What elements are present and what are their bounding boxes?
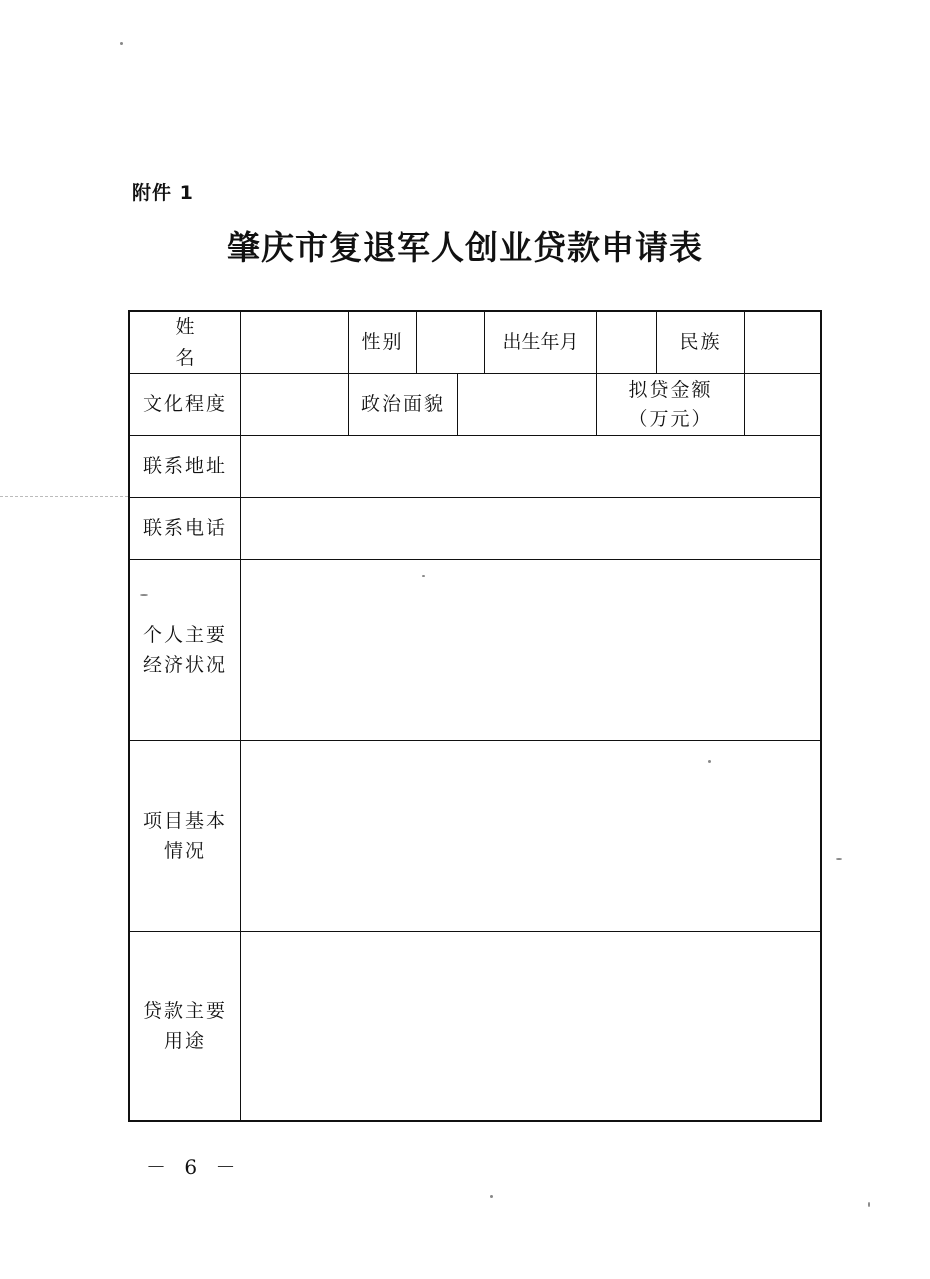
project-info-label-line2: 情况 [163, 840, 206, 862]
name-label: 姓 名 [175, 316, 262, 369]
attachment-label: 附件 1 [132, 182, 194, 204]
ethnicity-label: 民族 [679, 331, 722, 354]
scan-speck [868, 1202, 870, 1207]
loan-usage-label-line2: 用途 [163, 1030, 206, 1052]
political-status-label: 政治面貌 [360, 393, 445, 416]
economic-status-label [130, 560, 240, 740]
gender-field[interactable] [417, 312, 484, 373]
gender-label: 性别 [361, 331, 404, 354]
page-number: － 6 － [146, 1155, 242, 1179]
project-info-field[interactable] [241, 741, 820, 931]
education-label: 文化程度 [142, 393, 227, 416]
page-title: 肇庆市复退军人创业贷款申请表 [227, 228, 703, 267]
project-info-label [130, 741, 240, 931]
loan-usage-label-line1: 贷款主要 [142, 999, 227, 1022]
project-info-label-line1: 项目基本 [142, 809, 227, 832]
education-field[interactable] [241, 374, 348, 435]
ethnicity-field[interactable] [745, 312, 820, 373]
address-field[interactable] [241, 436, 820, 497]
birth-label: 出生年月 [502, 331, 579, 354]
loan-amount-label-line2: （万元） [628, 407, 713, 430]
loan-amount-label [597, 374, 744, 435]
scan-artifact-line [0, 496, 128, 497]
loan-amount-field[interactable] [745, 374, 820, 435]
birth-field[interactable] [597, 312, 656, 373]
economic-status-label-line1: 个人主要 [142, 623, 227, 646]
loan-usage-field[interactable] [241, 932, 820, 1120]
scan-speck [120, 42, 123, 45]
loan-application-form [128, 310, 822, 1122]
scan-speck [490, 1195, 493, 1198]
scan-speck [836, 858, 842, 860]
economic-status-field[interactable] [241, 560, 820, 740]
loan-amount-label-line1: 拟贷金额 [628, 379, 713, 401]
economic-status-label-line2: 经济状况 [142, 654, 227, 676]
name-field[interactable] [241, 312, 348, 373]
loan-usage-label [130, 932, 240, 1120]
phone-label: 联系电话 [142, 517, 227, 540]
address-label: 联系地址 [142, 455, 227, 478]
phone-field[interactable] [241, 498, 820, 559]
political-status-field[interactable] [458, 374, 596, 435]
